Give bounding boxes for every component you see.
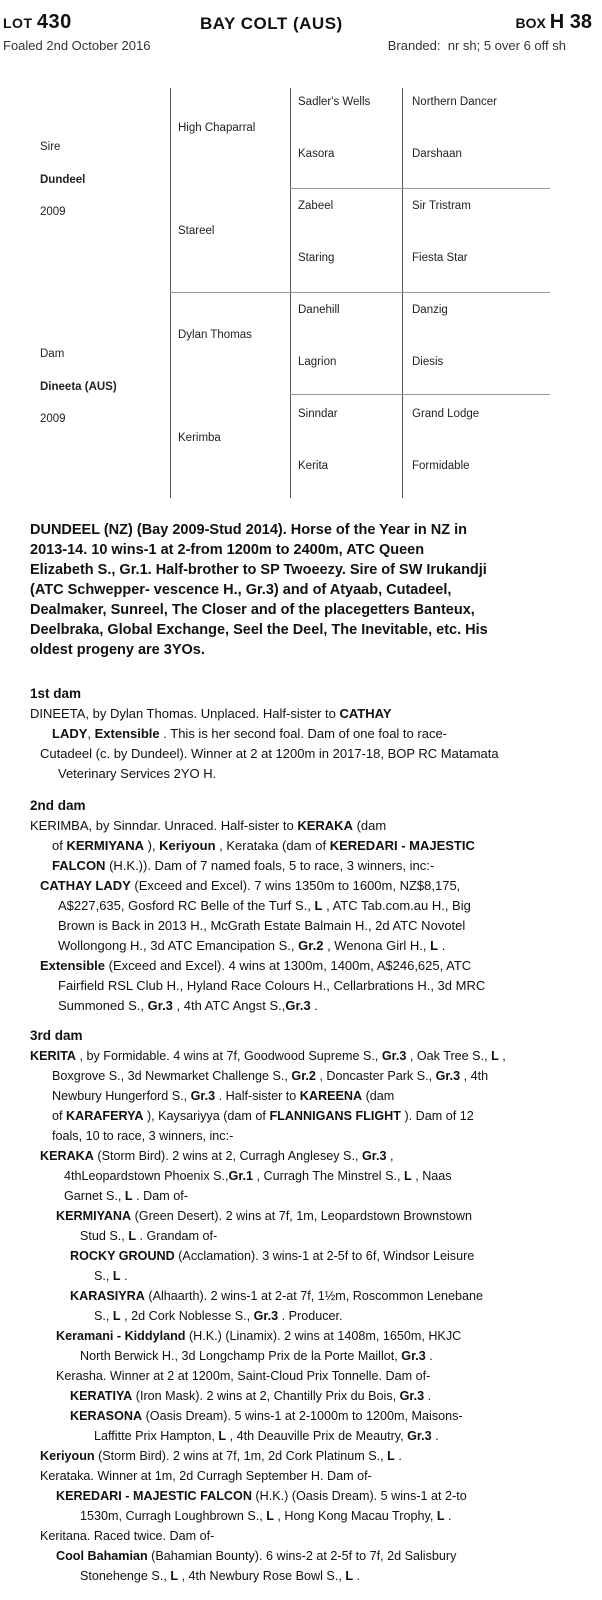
progeny-line: Keriyoun (Storm Bird). 2 wins at 7f, 1m, 2d Cork Platinum S., L . bbox=[40, 1449, 402, 1463]
progeny-line: Keramani - Kiddyland (H.K.) (Linamix). 2 wins at 1408m, 1650m, HKJC bbox=[56, 1329, 462, 1343]
progeny-line: Brown is Back in 2013 H., McGrath Estate Balmain H., 2d ATC Novotel bbox=[58, 918, 466, 933]
progeny-line: KERMIYANA (Green Desert). 2 wins at 7f, 1m, Leopardstown Brownstown bbox=[56, 1209, 472, 1223]
section-heading: 1st dam bbox=[30, 686, 82, 701]
page-title: BAY COLT (AUS) bbox=[200, 14, 343, 33]
sire-name: Dundeel bbox=[40, 174, 86, 186]
summary-line: (ATC Schwepper- vescence H., Gr.3) and of Atyaab, Cutadeel, bbox=[30, 582, 452, 598]
progeny-line: S., L . bbox=[94, 1269, 128, 1283]
dam-line: DINEETA, by Dylan Thomas. Unplaced. Half-sister to CATHAY bbox=[30, 706, 392, 721]
pedigree-gen2: Stareel bbox=[178, 225, 215, 237]
pedigree-gen3: Kerita bbox=[298, 460, 329, 472]
pedigree-gen3: Kasora bbox=[298, 148, 335, 160]
progeny-line: Garnet S., L . Dam of- bbox=[64, 1189, 188, 1203]
pedigree-rule bbox=[290, 188, 550, 189]
second-dam-section bbox=[30, 796, 590, 1016]
progeny-line: Laffitte Prix Hampton, L , 4th Deauville Prix de Meautry, Gr.3 . bbox=[94, 1429, 439, 1443]
pedigree-gen4: Sir Tristram bbox=[412, 200, 471, 212]
dam-line: Veterinary Services 2YO H. bbox=[58, 766, 217, 781]
progeny-line: Cool Bahamian (Bahamian Bounty). 6 wins-2 at 2-5f to 7f, 2d Salisbury bbox=[56, 1549, 457, 1563]
progeny-line: A$227,635, Gosford RC Belle of the Turf S., L , ATC Tab.com.au H., Big bbox=[58, 898, 471, 913]
pedigree-gen4: Darshaan bbox=[412, 148, 462, 160]
progeny-line: Wollongong H., 3d ATC Emancipation S., Gr.2 , Wenona Girl H., L . bbox=[58, 938, 446, 953]
lot-label: LOT 430 bbox=[3, 11, 72, 33]
dam-line: Cutadeel (c. by Dundeel). Winner at 2 at 1200m in 2017-18, BOP RC Matamata bbox=[40, 746, 499, 761]
section-heading: 2nd dam bbox=[30, 798, 86, 813]
first-dam-section bbox=[30, 684, 590, 784]
pedigree-divider bbox=[402, 88, 403, 498]
pedigree-gen3: Lagrion bbox=[298, 356, 337, 368]
progeny-line: Keritana. Raced twice. Dam of- bbox=[40, 1529, 215, 1543]
pedigree-gen3: Zabeel bbox=[298, 200, 334, 212]
progeny-line: KERATIYA (Iron Mask). 2 wins at 2, Chantilly Prix du Bois, Gr.3 . bbox=[70, 1389, 432, 1403]
box-label: BOX H 38 bbox=[515, 11, 592, 33]
pedigree-gen3: Staring bbox=[298, 252, 335, 264]
sire-year: 2009 bbox=[40, 206, 66, 218]
progeny-line: S., L , 2d Cork Noblesse S., Gr.3 . Producer. bbox=[94, 1309, 343, 1323]
progeny-line: Extensible (Exceed and Excel). 4 wins at 1300m, 1400m, A$246,625, ATC bbox=[40, 958, 472, 973]
dam-line: of KERMIYANA ), Keriyoun , Kerataka (dam of KEREDARI - MAJESTIC bbox=[52, 838, 475, 853]
dam-year: 2009 bbox=[40, 413, 66, 425]
pedigree-gen4: Northern Dancer bbox=[412, 96, 498, 108]
dam-line: KERITA , by Formidable. 4 wins at 7f, Goodwood Supreme S., Gr.3 , Oak Tree S., L , bbox=[30, 1049, 506, 1063]
progeny-line: KARASIYRA (Alhaarth). 2 wins-1 at 2-at 7f, 1½m, Roscommon Lenebane bbox=[70, 1289, 483, 1303]
dam-label: Dam bbox=[40, 348, 65, 360]
pedigree-gen4: Danzig bbox=[412, 304, 448, 316]
sire-summary bbox=[30, 520, 570, 660]
box-number: H 38 bbox=[549, 11, 592, 33]
summary-line: Elizabeth S., Gr.1. Half-brother to SP Twoeezy. Sire of SW Irukandji bbox=[30, 562, 487, 578]
dam-line: Newbury Hungerford S., Gr.3 . Half-sister to KAREENA (dam bbox=[52, 1089, 395, 1103]
section-heading: 3rd dam bbox=[30, 1028, 83, 1043]
progeny-line: Stud S., L . Grandam of- bbox=[80, 1229, 218, 1243]
progeny-line: 4thLeopardstown Phoenix S.,Gr.1 , Curragh The Minstrel S., L , Naas bbox=[64, 1169, 452, 1183]
pedigree-gen3: Sadler's Wells bbox=[298, 96, 371, 108]
dam-line: LADY, Extensible . This is her second foal. Dam of one foal to race- bbox=[52, 726, 448, 741]
dam-name: Dineeta (AUS) bbox=[40, 381, 117, 393]
sire-label: Sire bbox=[40, 141, 61, 153]
dam-line: Boxgrove S., 3d Newmarket Challenge S., Gr.2 , Doncaster Park S., Gr.3 , 4th bbox=[52, 1069, 489, 1083]
progeny-line: Kerataka. Winner at 1m, 2d Curragh September H. Dam of- bbox=[40, 1469, 372, 1483]
summary-line: DUNDEEL (NZ) (Bay 2009-Stud 2014). Horse of the Year in NZ in bbox=[30, 522, 467, 538]
pedigree-divider bbox=[290, 88, 291, 498]
progeny-line: Fairfield RSL Club H., Hyland Race Colours H., Cellarbrations H., 3d MRC bbox=[58, 978, 486, 993]
branding: Branded: nr sh; 5 over 6 off sh bbox=[387, 38, 566, 53]
progeny-line: ROCKY GROUND (Acclamation). 3 wins-1 at 2-5f to 6f, Windsor Leisure bbox=[70, 1249, 475, 1263]
summary-line: 2013-14. 10 wins-1 at 2-from 1200m to 2400m, ATC Queen bbox=[30, 542, 425, 558]
third-dam-section bbox=[30, 1026, 590, 1586]
dam-line: of KARAFERYA ), Kaysariyya (dam of FLANNIGANS FLIGHT ). Dam of 12 bbox=[52, 1109, 474, 1123]
pedigree-gen4: Fiesta Star bbox=[412, 252, 468, 264]
foaled-date: Foaled 2nd October 2016 bbox=[3, 38, 151, 53]
progeny-line: Summoned S., Gr.3 , 4th ATC Angst S.,Gr.3 . bbox=[58, 998, 318, 1013]
progeny-line: KERASONA (Oasis Dream). 5 wins-1 at 2-1000m to 1200m, Maisons- bbox=[70, 1409, 463, 1423]
progeny-line: Kerasha. Winner at 2 at 1200m, Saint-Cloud Prix Tonnelle. Dam of- bbox=[56, 1369, 431, 1383]
pedigree-gen3: Danehill bbox=[298, 304, 340, 316]
progeny-line: CATHAY LADY (Exceed and Excel). 7 wins 1350m to 1600m, NZ$8,175, bbox=[40, 878, 461, 893]
pedigree-table bbox=[0, 88, 602, 498]
summary-line: Deelbraka, Global Exchange, Seel the Deel, The Inevitable, etc. His bbox=[30, 622, 488, 638]
pedigree-gen3: Sinndar bbox=[298, 408, 338, 420]
pedigree-gen4: Diesis bbox=[412, 356, 444, 368]
dam-line: foals, 10 to race, 3 winners, inc:- bbox=[52, 1129, 234, 1143]
lot-number: 430 bbox=[36, 11, 72, 33]
pedigree-divider bbox=[170, 88, 171, 498]
pedigree-gen4: Formidable bbox=[412, 460, 470, 472]
progeny-line: North Berwick H., 3d Longchamp Prix de la Porte Maillot, Gr.3 . bbox=[80, 1349, 433, 1363]
pedigree-rule bbox=[170, 292, 550, 293]
dam-line: FALCON (H.K.)). Dam of 7 named foals, 5 to race, 3 winners, inc:- bbox=[52, 858, 435, 873]
pedigree-rule bbox=[290, 394, 550, 395]
summary-line: Dealmaker, Sunreel, The Closer and of the placegetters Banteux, bbox=[30, 602, 475, 618]
pedigree-gen4: Grand Lodge bbox=[412, 408, 480, 420]
pedigree-gen2: Kerimba bbox=[178, 432, 221, 444]
progeny-line: KERAKA (Storm Bird). 2 wins at 2, Curragh Anglesey S., Gr.3 , bbox=[40, 1149, 394, 1163]
pedigree-gen2: Dylan Thomas bbox=[178, 329, 252, 341]
progeny-line: Stonehenge S., L , 4th Newbury Rose Bowl S., L . bbox=[80, 1569, 361, 1583]
progeny-line: KEREDARI - MAJESTIC FALCON (H.K.) (Oasis Dream). 5 wins-1 at 2-to bbox=[56, 1489, 467, 1503]
dam-line: KERIMBA, by Sinndar. Unraced. Half-sister to KERAKA (dam bbox=[30, 818, 387, 833]
progeny-line: 1530m, Curragh Loughbrown S., L , Hong Kong Macau Trophy, L . bbox=[80, 1509, 452, 1523]
catalogue-header bbox=[0, 0, 602, 60]
summary-line: oldest progeny are 3YOs. bbox=[30, 642, 205, 658]
pedigree-gen2: High Chaparral bbox=[178, 122, 256, 134]
